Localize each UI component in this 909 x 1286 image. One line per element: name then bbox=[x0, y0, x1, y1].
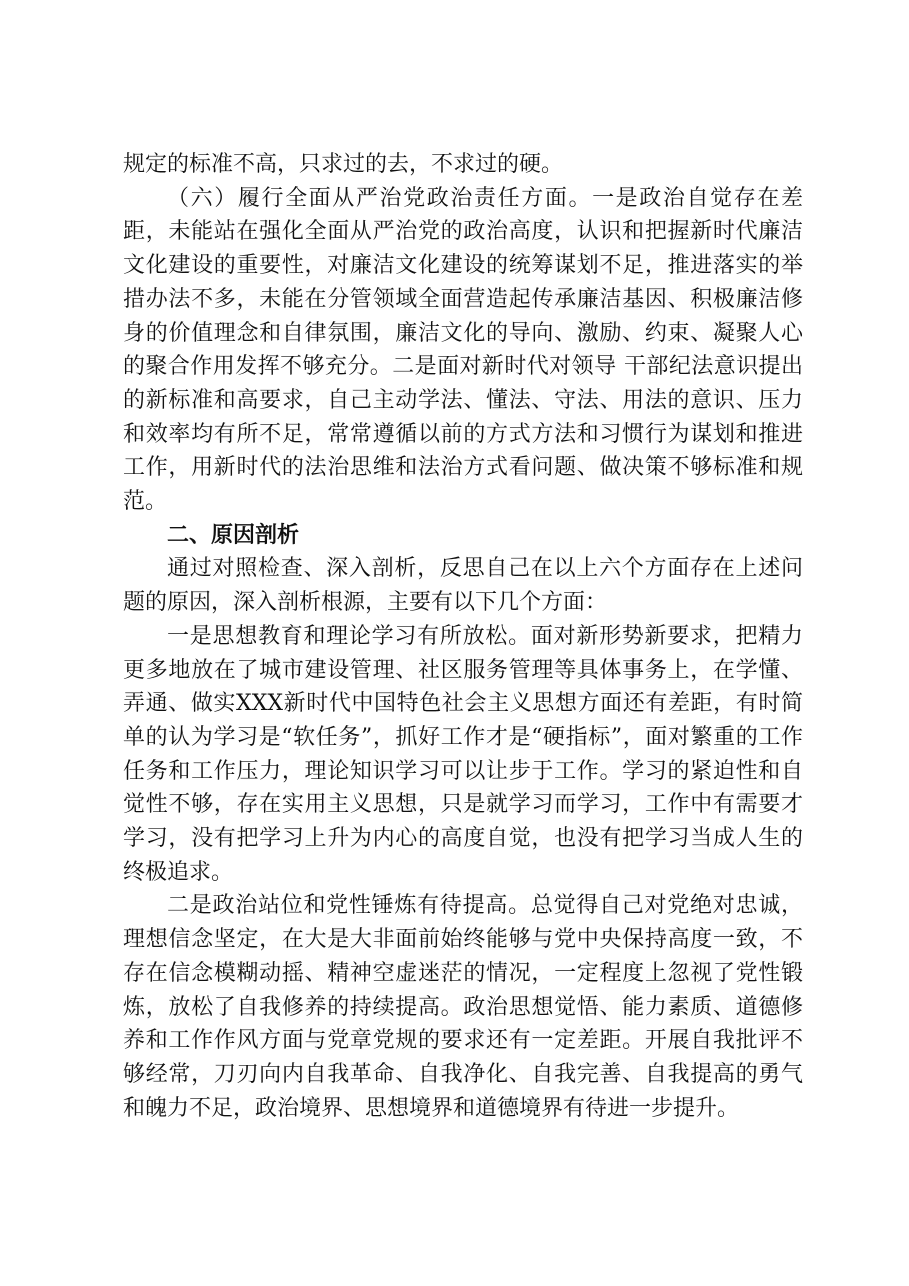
document-body bbox=[123, 148, 803, 1125]
subsection-heading: （六）履行全面从严治党政治责任方面。 bbox=[167, 185, 593, 211]
paragraph-text: 规定的标准不高，只求过的去，不求过的硬。 bbox=[123, 152, 564, 177]
section-heading bbox=[123, 519, 803, 553]
paragraph-text: 一是政治自觉存在差距，未能站在强化全面从严治党的政治高度，认识和把握新时代廉洁文化建设的重要性，对廉洁文化建设的统筹谋划不足，推进落实的举措办法不多，未能在分管领域全面营造起传承廉洁基因、积极廉洁修身的价值理念和自律氛围，廉洁文化的导向、激励、约束、凝聚人心的聚合作用发挥不够充分。二是面对新时代对领导 干部纪法意识提出的新标准和高要求，自己主动学法、懂法、守法、用法的意识、压力和效率均有所不足，常常遵循以前的方式方法和习惯行为谋划和推进工作，用新时代的法治思维和法治方式看问题、做决策不够标准和规范。 bbox=[123, 185, 803, 515]
paragraph-continuation bbox=[123, 148, 803, 182]
section-heading-text: 二、原因剖析 bbox=[167, 522, 300, 548]
paragraph-text: 一是思想教育和理论学习有所放松。面对新形势新要求，把精力更多地放在了城市建设管理、社区服务管理等具体事务上，在学懂、弄通、做实XXX新时代中国特色社会主义思想方面还有差距，有时简单的认为学习是“软任务”，抓好工作才是“硬指标”，面对繁重的工作任务和工作压力，理论知识学习可以让步于工作。学习的紧迫性和自觉性不够，存在实用主义思想，只是就学习而学习，工作中有需要才学习，没有把学习上升为内心的高度自觉，也没有把学习当成人生的终极追求。 bbox=[123, 623, 803, 885]
paragraph-text: 二是政治站位和党性锤炼有待提高。总觉得自己对党绝对忠诚，理想信念坚定，在大是大非面前始终能够与党中央保持高度一致，不存在信念模糊动摇、精神空虚迷茫的情况，一定程度上忽视了党性锻炼，放松了自我修养的持续提高。政治思想觉悟、能力素质、道德修养和工作作风方面与党章党规的要求还有一定差距。开展自我批评不够经常，刀刃向内自我革命、自我净化、自我完善、自我提高的勇气和魄力不足，政治境界、思想境界和道德境界有待进一步提升。 bbox=[123, 893, 803, 1121]
paragraph-section-six bbox=[123, 182, 803, 519]
paragraph-intro bbox=[123, 552, 803, 619]
paragraph-reason-one bbox=[123, 620, 803, 890]
paragraph-reason-two bbox=[123, 889, 803, 1125]
paragraph-text: 通过对照检查、深入剖析，反思自己在以上六个方面存在上述问题的原因，深入剖析根源，主要有以下几个方面： bbox=[123, 556, 803, 616]
